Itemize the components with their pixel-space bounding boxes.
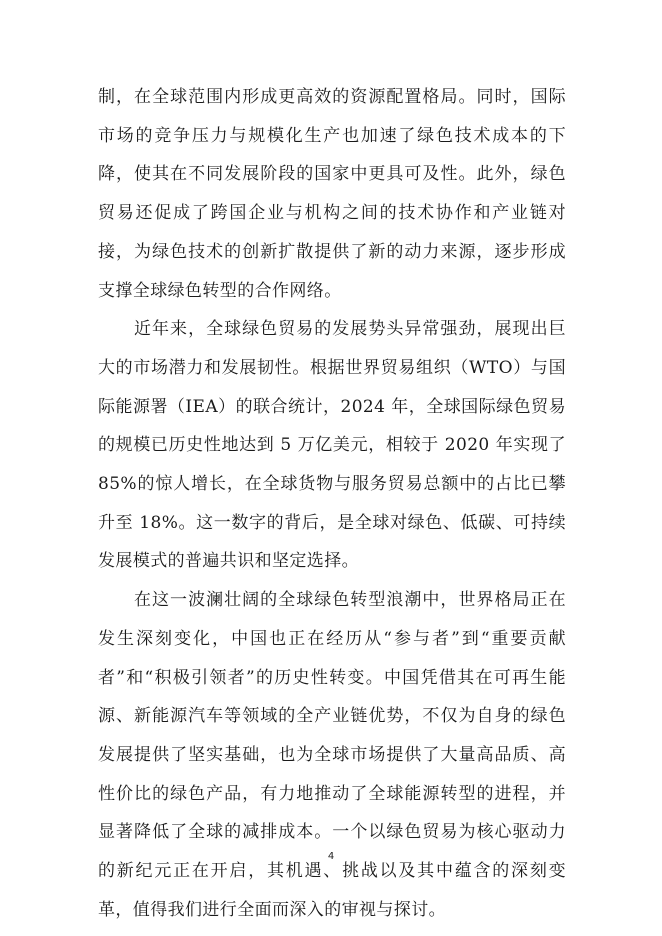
paragraph-continuation: 制，在全球范围内形成更高效的资源配置格局。同时，国际市场的竞争压力与规模化生产也加速了绿色技术成本的下降，使其在不同发展阶段的国家中更具可及性。此外，绿色贸易还促成了跨国企业与机构之间的技术协作和产业链对接，为绿色技术的创新扩散提供了新的动力来源，逐步形成支撑全球绿色转型的合作网络。: [98, 87, 566, 301]
body-text: [98, 78, 566, 929]
page-number: 4: [327, 851, 335, 862]
paragraph-china-role: 在这一波澜壮阔的全球绿色转型浪潮中，世界格局正在发生深刻变化，中国也正在经历从“参与者”到“重要贡献者”和“积极引领者”的历史性转变。中国凭借其在可再生能源、新能源汽车等领域的全产业链优势，不仅为自身的绿色发展提供了坚实基础，也为全球市场提供了大量高品质、高性价比的绿色产品，有力地推动了全球能源转型的进程，并显著降低了全球的减排成本。一个以绿色贸易为核心驱动力的新纪元正在开启，其机遇、挑战以及其中蕴含的深刻变革，值得我们进行全面而深入的审视与探讨。: [98, 590, 566, 920]
paragraph-green-trade-growth: 近年来，全球绿色贸易的发展势头异常强劲，展现出巨大的市场潜力和发展韧性。根据世界贸易组织（WTO）与国际能源署（IEA）的联合统计，2024 年，全球国际绿色贸易的规模已历史性地达到 5 万亿美元，相较于 2020 年实现了 85%的惊人增长，在全球货物与服务贸易总额中的占比已攀升至 18%。这一数字的背后，是全球对绿色、低碳、可持续发展模式的普遍共识和坚定选择。: [98, 319, 566, 572]
